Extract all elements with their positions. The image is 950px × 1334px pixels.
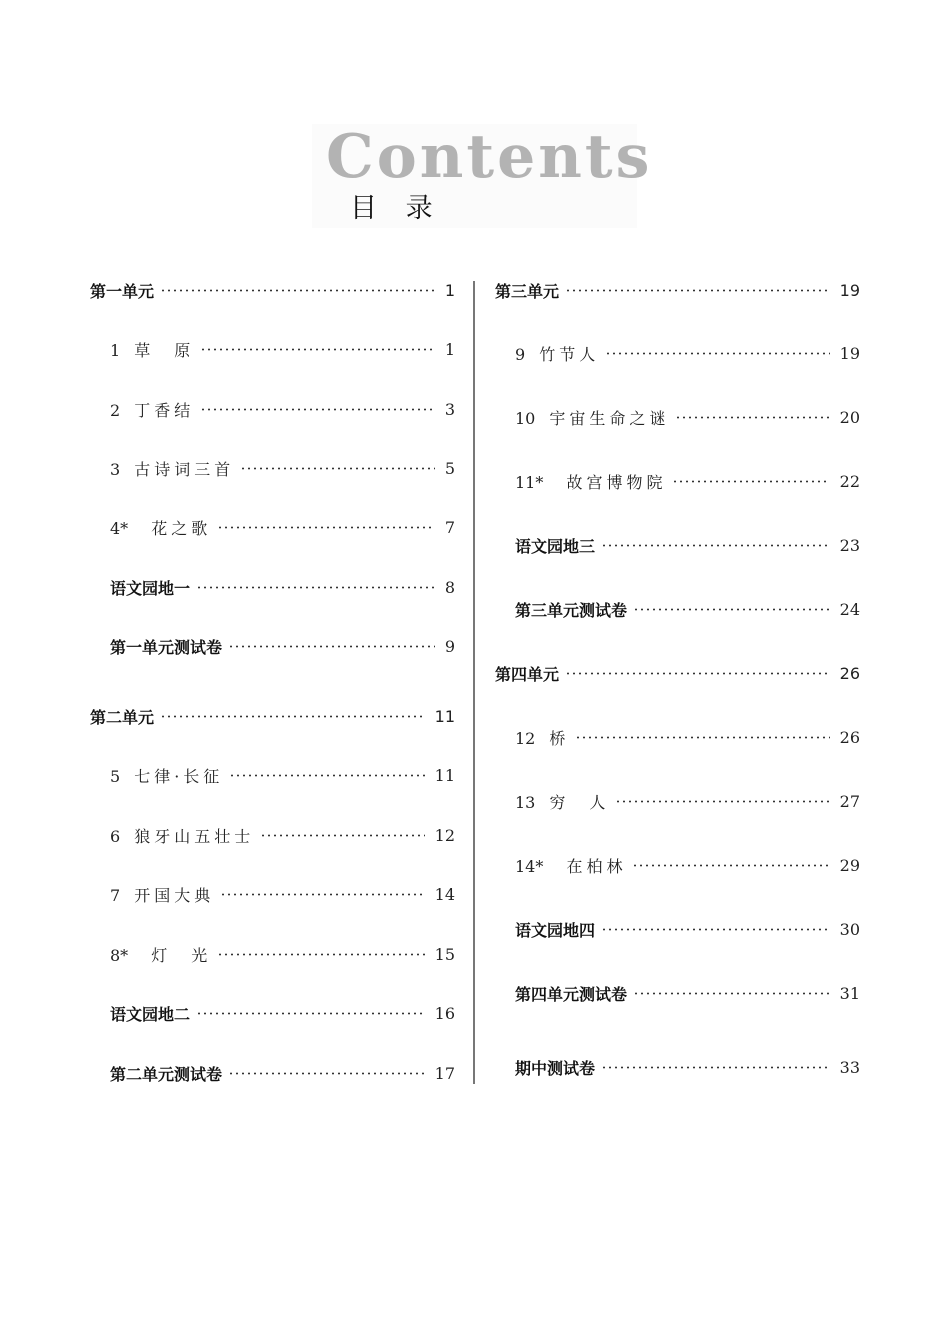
dot-leader (228, 1072, 425, 1075)
toc-entry-text: 狼牙山五壮士 (134, 826, 255, 846)
toc-entry-number: 3 (110, 459, 121, 479)
contents-english-title: Contents (326, 122, 653, 192)
toc-entry-number: 12 (515, 728, 536, 748)
toc-entry[interactable] (495, 661, 860, 685)
dot-leader (220, 893, 424, 896)
dot-leader (601, 928, 830, 931)
toc-entry-number: 6 (110, 826, 121, 846)
toc-entry-number: 10 (515, 408, 536, 428)
toc-entry[interactable] (495, 341, 860, 365)
toc-entry-text: 灯 光 (142, 945, 212, 965)
toc-entry-number: 2 (110, 400, 121, 420)
toc-entry-title (515, 406, 669, 429)
toc-entry-page: 19 (839, 280, 860, 300)
toc-entry[interactable] (90, 942, 455, 966)
toc-entry-page: 20 (839, 407, 860, 427)
toc-entry[interactable] (90, 397, 455, 421)
toc-entry-text: 竹节人 (539, 344, 600, 364)
toc-entry[interactable] (90, 575, 455, 599)
dot-leader (672, 480, 829, 483)
dot-leader (633, 608, 830, 611)
toc-entry-text: 第二单元 (90, 707, 155, 727)
column-divider (473, 281, 475, 1084)
toc-entry-text: 语文园地四 (515, 920, 596, 940)
dot-leader (615, 800, 829, 803)
toc-entry-page: 31 (839, 983, 860, 1003)
toc-entry-text: 第一单元 (90, 281, 155, 301)
toc-entry[interactable] (495, 789, 860, 813)
toc-entry-page: 8 (444, 577, 455, 597)
toc-entry-number: 5 (110, 766, 121, 786)
toc-entry-page: 14 (434, 884, 455, 904)
toc-entry-page: 26 (839, 727, 860, 747)
toc-entry-page: 16 (434, 1003, 455, 1023)
toc-entry-title (515, 790, 609, 813)
toc-entry-page: 29 (839, 855, 860, 875)
dot-leader (675, 416, 829, 419)
toc-entry-number: 14* (515, 856, 544, 876)
toc-entry[interactable] (90, 278, 455, 302)
dot-leader (200, 348, 435, 351)
toc-entry-text: 宇宙生命之谜 (549, 408, 670, 428)
toc-entry-number: 9 (515, 344, 526, 364)
toc-entry[interactable] (495, 853, 860, 877)
toc-entry-number: 7 (110, 885, 121, 905)
toc-entry-number: 11* (515, 472, 544, 492)
toc-entry[interactable] (495, 1055, 860, 1079)
toc-entry-page: 19 (839, 343, 860, 363)
toc-entry-title (515, 470, 666, 493)
toc-entry-page: 24 (839, 599, 860, 619)
toc-entry-title (110, 764, 223, 787)
dot-leader (196, 586, 435, 589)
toc-entry-page: 23 (839, 535, 860, 555)
toc-entry[interactable] (90, 456, 455, 480)
toc-entry-page: 17 (434, 1063, 455, 1083)
toc-entry-text: 第三单元测试卷 (515, 600, 628, 620)
toc-entry-text: 语文园地一 (110, 578, 191, 598)
toc-entry[interactable] (495, 469, 860, 493)
dot-leader (160, 715, 425, 718)
dot-leader (605, 352, 829, 355)
dot-leader (601, 1066, 830, 1069)
toc-entry-title (110, 576, 190, 599)
toc-entry-text: 第一单元测试卷 (110, 637, 223, 657)
toc-entry[interactable] (495, 597, 860, 621)
toc-entry[interactable] (90, 704, 455, 728)
toc-entry-text: 七律·长征 (134, 766, 224, 786)
toc-entry-title (515, 534, 595, 557)
dot-leader (160, 289, 435, 292)
dot-leader (217, 526, 435, 529)
toc-entry-title (495, 279, 559, 302)
toc-entry-text: 期中测试卷 (515, 1058, 596, 1078)
toc-entry[interactable] (495, 981, 860, 1005)
dot-leader (229, 774, 424, 777)
toc-entry-page: 12 (434, 825, 455, 845)
toc-entry-title (90, 279, 154, 302)
toc-entry[interactable] (90, 882, 455, 906)
toc-entry-text: 花之歌 (142, 518, 212, 538)
toc-entry-title (515, 1056, 595, 1079)
toc-entry-title (110, 824, 254, 847)
toc-entry-page: 30 (839, 919, 860, 939)
toc-entry[interactable] (495, 278, 860, 302)
toc-entry[interactable] (90, 763, 455, 787)
toc-entry-title (515, 918, 595, 941)
toc-entry-title (110, 1002, 190, 1025)
toc-entry-page: 11 (434, 706, 455, 726)
toc-entry[interactable] (90, 515, 455, 539)
toc-entry-title (110, 457, 234, 480)
toc-entry[interactable] (90, 1001, 455, 1025)
toc-entry-title (90, 705, 154, 728)
dot-leader (565, 672, 830, 675)
toc-entry[interactable] (90, 1061, 455, 1085)
toc-entry[interactable] (90, 823, 455, 847)
toc-entry[interactable] (495, 533, 860, 557)
toc-entry-text: 语文园地二 (110, 1004, 191, 1024)
toc-entry-text: 在柏林 (557, 856, 627, 876)
dot-leader (633, 992, 830, 995)
toc-entry-title (515, 854, 626, 877)
toc-entry-title (110, 635, 222, 658)
toc-entry-page: 3 (444, 399, 455, 419)
toc-entry[interactable] (90, 337, 455, 361)
dot-leader (565, 289, 830, 292)
toc-entry-text: 古诗词三首 (134, 459, 235, 479)
toc-entry[interactable] (90, 634, 455, 658)
toc-entry-text: 第二单元测试卷 (110, 1064, 223, 1084)
toc-entry-page: 27 (839, 791, 860, 811)
toc-entry[interactable] (495, 405, 860, 429)
toc-entry-title (110, 883, 214, 906)
toc-entry-page: 33 (839, 1057, 860, 1077)
dot-leader (260, 834, 424, 837)
toc-entry-page: 5 (444, 458, 455, 478)
toc-entry-number: 1 (110, 340, 121, 360)
toc-entry-title (110, 943, 211, 966)
toc-entry-text: 语文园地三 (515, 536, 596, 556)
dot-leader (228, 645, 435, 648)
dot-leader (196, 1012, 425, 1015)
toc-entry-title (515, 598, 627, 621)
dot-leader (632, 864, 829, 867)
toc-entry-page: 1 (444, 339, 455, 359)
dot-leader (575, 736, 829, 739)
dot-leader (200, 408, 435, 411)
toc-entry-page: 1 (444, 280, 455, 300)
toc-entry-text: 第三单元 (495, 281, 560, 301)
toc-entry-number: 8* (110, 945, 129, 965)
toc-entry-text: 穷 人 (549, 792, 610, 812)
toc-entry-title (110, 398, 194, 421)
toc-entry-title (495, 662, 559, 685)
toc-entry-text: 草 原 (134, 340, 195, 360)
toc-entry-title (110, 516, 211, 539)
dot-leader (601, 544, 830, 547)
toc-entry-text: 开国大典 (134, 885, 215, 905)
toc-entry-text: 第四单元测试卷 (515, 984, 628, 1004)
toc-entry[interactable] (495, 917, 860, 941)
toc-entry-text: 桥 (549, 728, 570, 748)
toc-entry-page: 15 (434, 944, 455, 964)
toc-entry-text: 故宫博物院 (557, 472, 667, 492)
toc-entry-text: 第四单元 (495, 664, 560, 684)
toc-entry-title (110, 338, 194, 361)
toc-entry-title (110, 1062, 222, 1085)
toc-entry-page: 7 (444, 517, 455, 537)
toc-entry-number: 13 (515, 792, 536, 812)
toc-entry-text: 丁香结 (134, 400, 195, 420)
toc-entry-page: 26 (839, 663, 860, 683)
dot-leader (240, 467, 435, 470)
toc-entry[interactable] (495, 725, 860, 749)
toc-entry-number: 4* (110, 518, 129, 538)
toc-entry-page: 11 (434, 765, 455, 785)
toc-entry-page: 22 (839, 471, 860, 491)
dot-leader (217, 953, 424, 956)
toc-entry-title (515, 342, 599, 365)
toc-entry-page: 9 (444, 636, 455, 656)
toc-entry-title (515, 726, 569, 749)
toc-entry-title (515, 982, 627, 1005)
page-title: 目 录 (350, 193, 443, 224)
